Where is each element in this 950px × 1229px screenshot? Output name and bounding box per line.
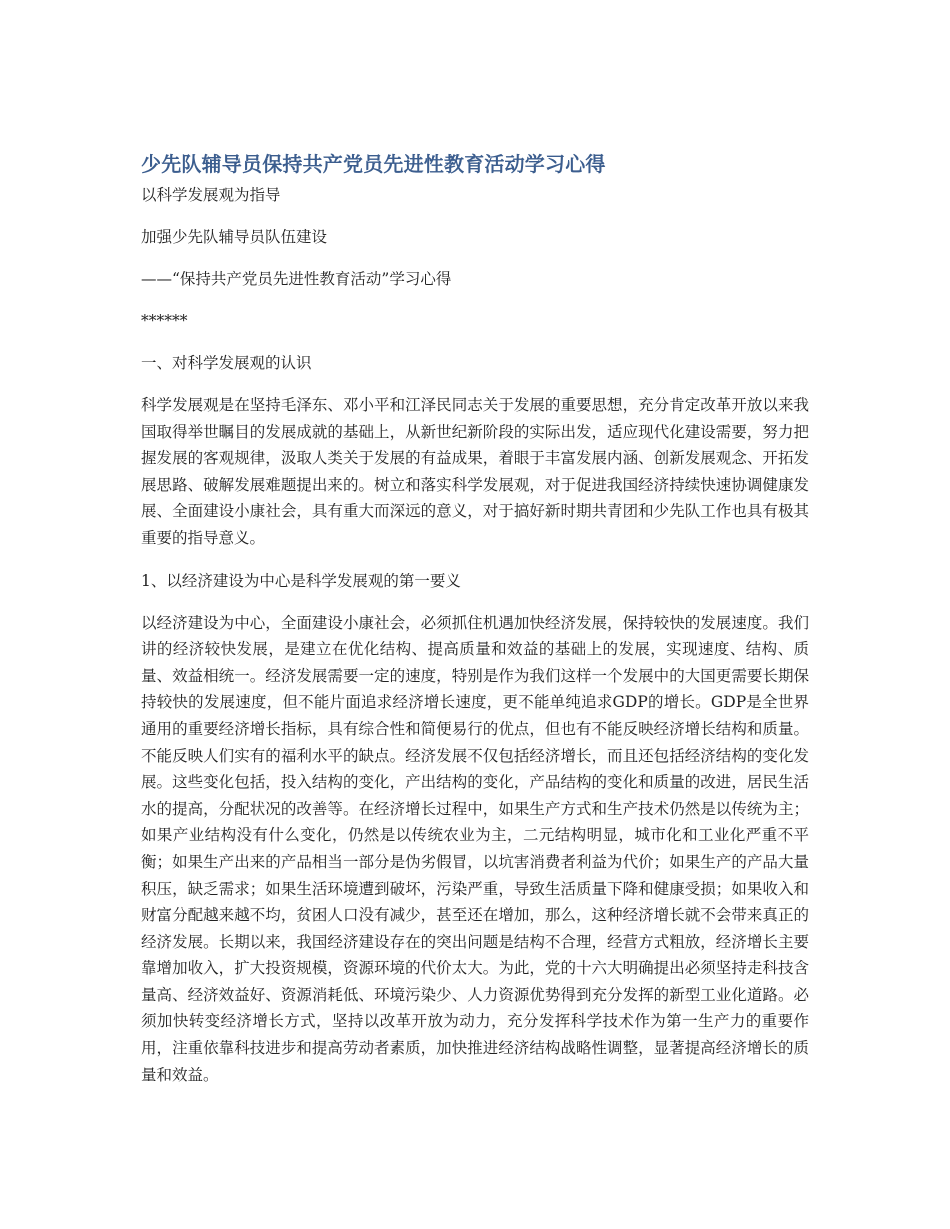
subtitle-line-1: 以科学发展观为指导 — [141, 186, 281, 204]
subsection-paragraph-1: 以经济建设为中心，全面建设小康社会，必须抓住机遇加快经济发展，保持较快的发展速度。我们讲的经济较快发展，是建立在优化结构、提高质量和效益的基础上的发展，实现速度、结构、质量、效益相统一。经济发展需要一定的速度，特别是作为我们这样一个发展中的大国更需要长期保持较快的发展速度，但不能片面追求经济增长速度，更不能单纯追求GDP的增长。GDP是全世界通用的重要经济增长指标，具有综合性和简便易行的优点，但也有不能反映经济增长结构和质量。不能反映人们实有的福利水平的缺点。经济发展不仅包括经济增长，而且还包括经济结构的变化发展。这些变化包括，投入结构的变化，产出结构的变化，产品结构的变化和质量的改进，居民生活水的提高，分配状况的改善等。在经济增长过程中，如果生产方式和生产技术仍然是以传统为主；如果产业结构没有什么变化，仍然是以传统农业为主，二元结构明显，城市化和工业化严重不平衡；如果生产出来的产品相当一部分是伪劣假冒，以坑害消费者利益为代价；如果生产的产品大量积压，缺乏需求；如果生活环境遭到破坏，污染严重，导致生活质量下降和健康受损；如果收入和财富分配越来越不均，贫困人口没有减少，甚至还在增加，那么，这种经济增长就不会带来真正的经济发展。长期以来，我国经济建设存在的突出问题是结构不合理，经营方式粗放，经济增长主要靠增加收入，扩大投资规模，资源环境的代价太大。为此，党的十六大明确提出必须坚持走科技含量高、经济效益好、资源消耗低、环境污染少、人力资源优势得到充分发挥的新型工业化道路。必须加快转变经济增长方式，坚持以改革开放为动力，充分发挥科学技术作为第一生产力的重要作用，注重依靠科技进步和提高劳动者素质，加快推进经济结构战略性调整，显著提高经济增长的质量和效益。 — [141, 613, 809, 1084]
subsection-heading-1: 1、以经济建设为中心是科学发展观的第一要义 — [141, 571, 461, 590]
section-paragraph-1: 科学发展观是在坚持毛泽东、邓小平和江泽民同志关于发展的重要思想，充分肯定改革开放以来我国取得举世瞩目的发展成就的基础上，从新世纪新阶段的实际出发，适应现代化建设需要，努力把握发展的客观规律，汲取人类关于发展的有益成果，着眼于丰富发展内涵、创新发展观念、开拓发展思路、破解发展难题提出来的。树立和落实科学发展观，对于促进我国经济持续快速协调健康发展、全面建设小康社会，具有重大而深远的意义，对于搞好新时期共青团和少先队工作也具有极其重要的指导意义。 — [141, 396, 809, 547]
subtitle-line-3: ——“保持共产党员先进性教育活动”学习心得 — [141, 270, 452, 288]
separator: ****** — [141, 312, 188, 330]
subtitle-line-2: 加强少先队辅导员队伍建设 — [141, 228, 328, 246]
document-page — [141, 148, 809, 1104]
section-heading-1: 一、对科学发展观的认识 — [141, 354, 312, 372]
document-title: 少先队辅导员保持共产党员先进性教育活动学习心得 — [141, 152, 606, 176]
